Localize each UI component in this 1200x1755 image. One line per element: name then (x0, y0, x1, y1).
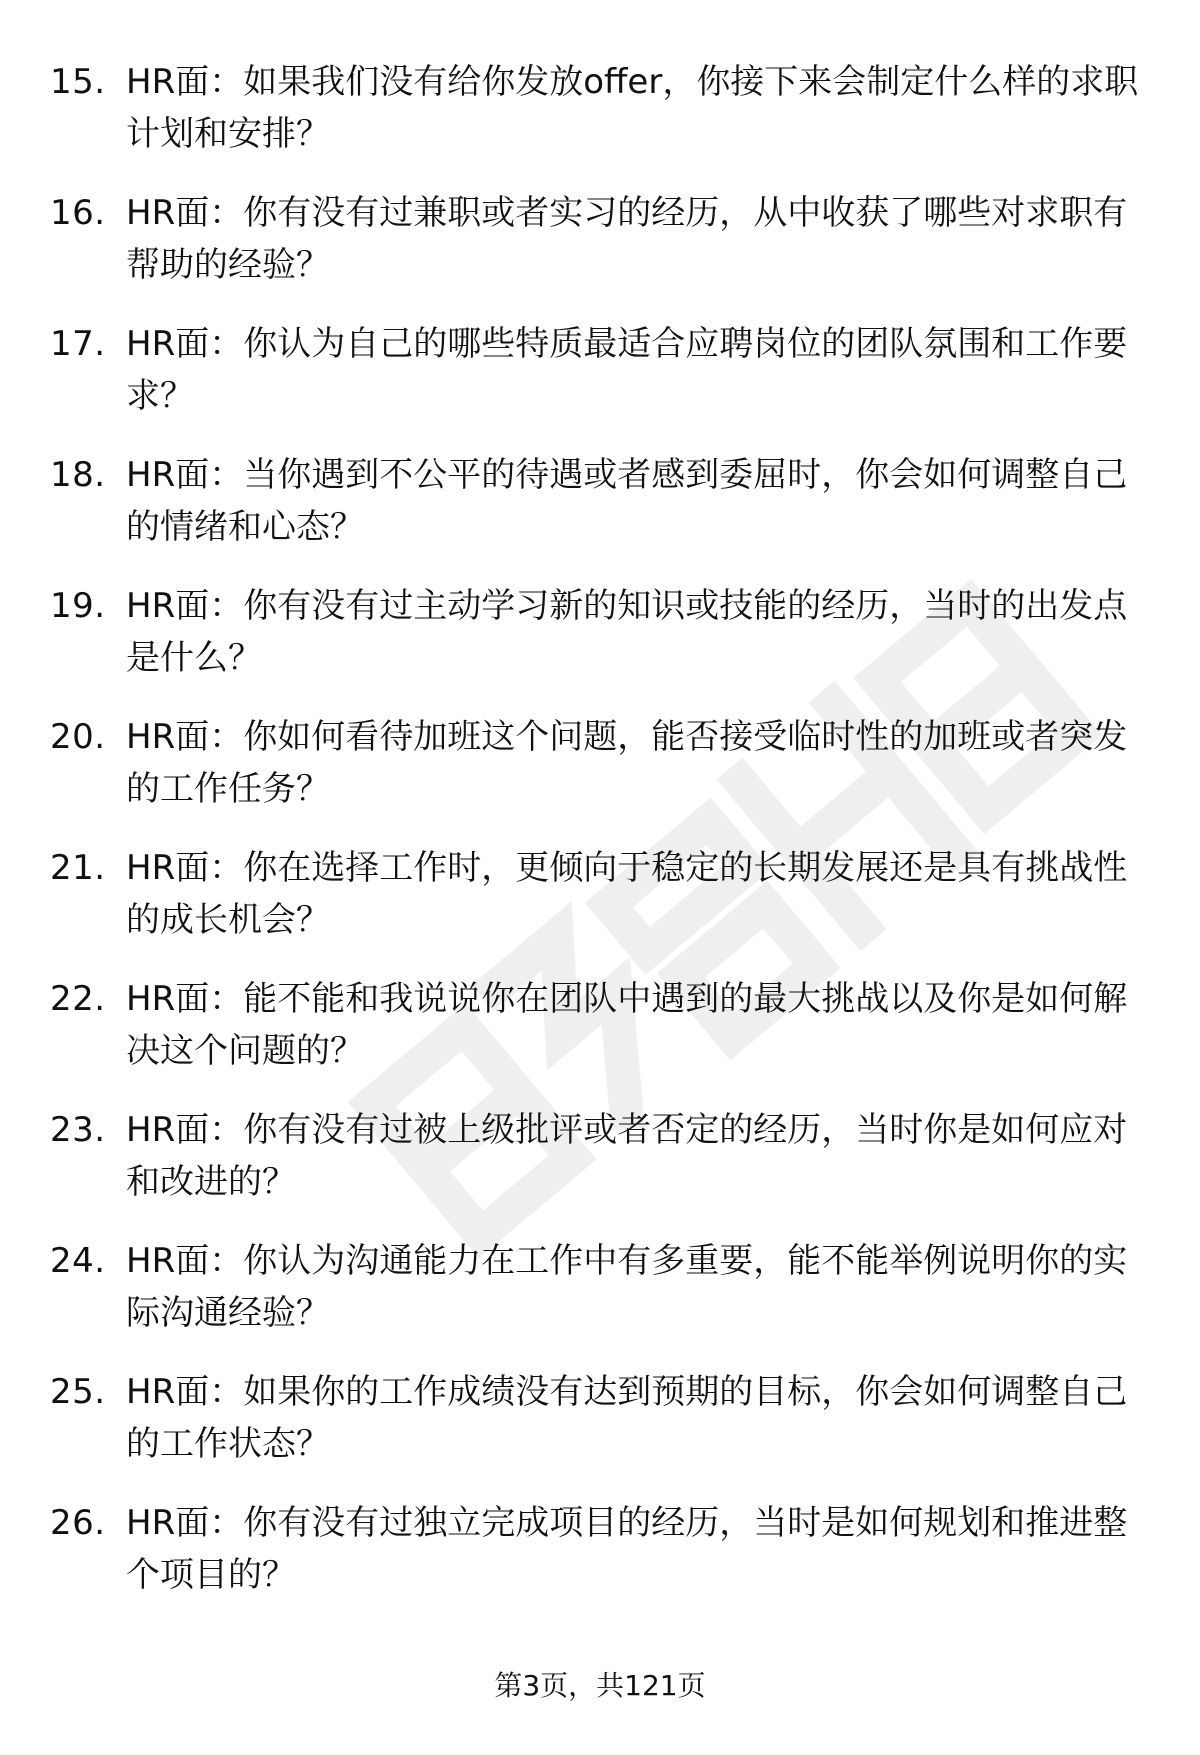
question-text: HR面：如果你的工作成绩没有达到预期的目标，你会如何调整自己的工作状态？ (126, 1372, 1128, 1464)
question-list (50, 56, 1160, 1628)
list-item (50, 1497, 1160, 1628)
list-item (50, 1104, 1160, 1235)
question-text: HR面：你在选择工作时，更倾向于稳定的长期发展还是具有挑战性的成长机会？ (126, 848, 1128, 940)
question-text: HR面：当你遇到不公平的待遇或者感到委屈时，你会如何调整自己的情绪和心态？ (126, 455, 1128, 547)
question-number: 18. (50, 455, 106, 495)
question-number: 17. (50, 324, 106, 364)
list-item (50, 842, 1160, 973)
question-number: 23. (50, 1110, 106, 1150)
question-number: 16. (50, 193, 106, 233)
question-number: 15. (50, 62, 106, 102)
question-text: HR面：你认为自己的哪些特质最适合应聘岗位的团队氛围和工作要求？ (126, 324, 1128, 416)
question-text: HR面：能不能和我说说你在团队中遇到的最大挑战以及你是如何解决这个问题的？ (126, 979, 1128, 1071)
question-number: 21. (50, 848, 106, 888)
list-item (50, 973, 1160, 1104)
question-text: HR面：你如何看待加班这个问题，能否接受临时性的加班或者突发的工作任务？ (126, 717, 1128, 809)
list-item (50, 580, 1160, 711)
list-item (50, 1366, 1160, 1497)
question-text: HR面：你有没有过被上级批评或者否定的经历，当时你是如何应对和改进的？ (126, 1110, 1128, 1202)
list-item (50, 449, 1160, 580)
question-number: 24. (50, 1241, 106, 1281)
question-number: 20. (50, 717, 106, 757)
question-number: 22. (50, 979, 106, 1019)
question-number: 25. (50, 1372, 106, 1412)
question-text: HR面：你认为沟通能力在工作中有多重要，能不能举例说明你的实际沟通经验？ (126, 1241, 1128, 1333)
list-item (50, 711, 1160, 842)
list-item (50, 187, 1160, 318)
list-item (50, 318, 1160, 449)
question-text: HR面：你有没有过主动学习新的知识或技能的经历，当时的出发点是什么？ (126, 586, 1128, 678)
page-number-footer: 第3页，共121页 (494, 1669, 706, 1702)
question-text: HR面：你有没有过兼职或者实习的经历，从中收获了哪些对求职有帮助的经验？ (126, 193, 1128, 285)
list-item (50, 1235, 1160, 1366)
question-text: HR面：你有没有过独立完成项目的经历，当时是如何规划和推进整个项目的？ (126, 1503, 1128, 1595)
question-number: 19. (50, 586, 106, 626)
question-text: HR面：如果我们没有给你发放offer，你接下来会制定什么样的求职计划和安排？ (126, 62, 1139, 154)
list-item (50, 56, 1160, 187)
question-number: 26. (50, 1503, 106, 1543)
